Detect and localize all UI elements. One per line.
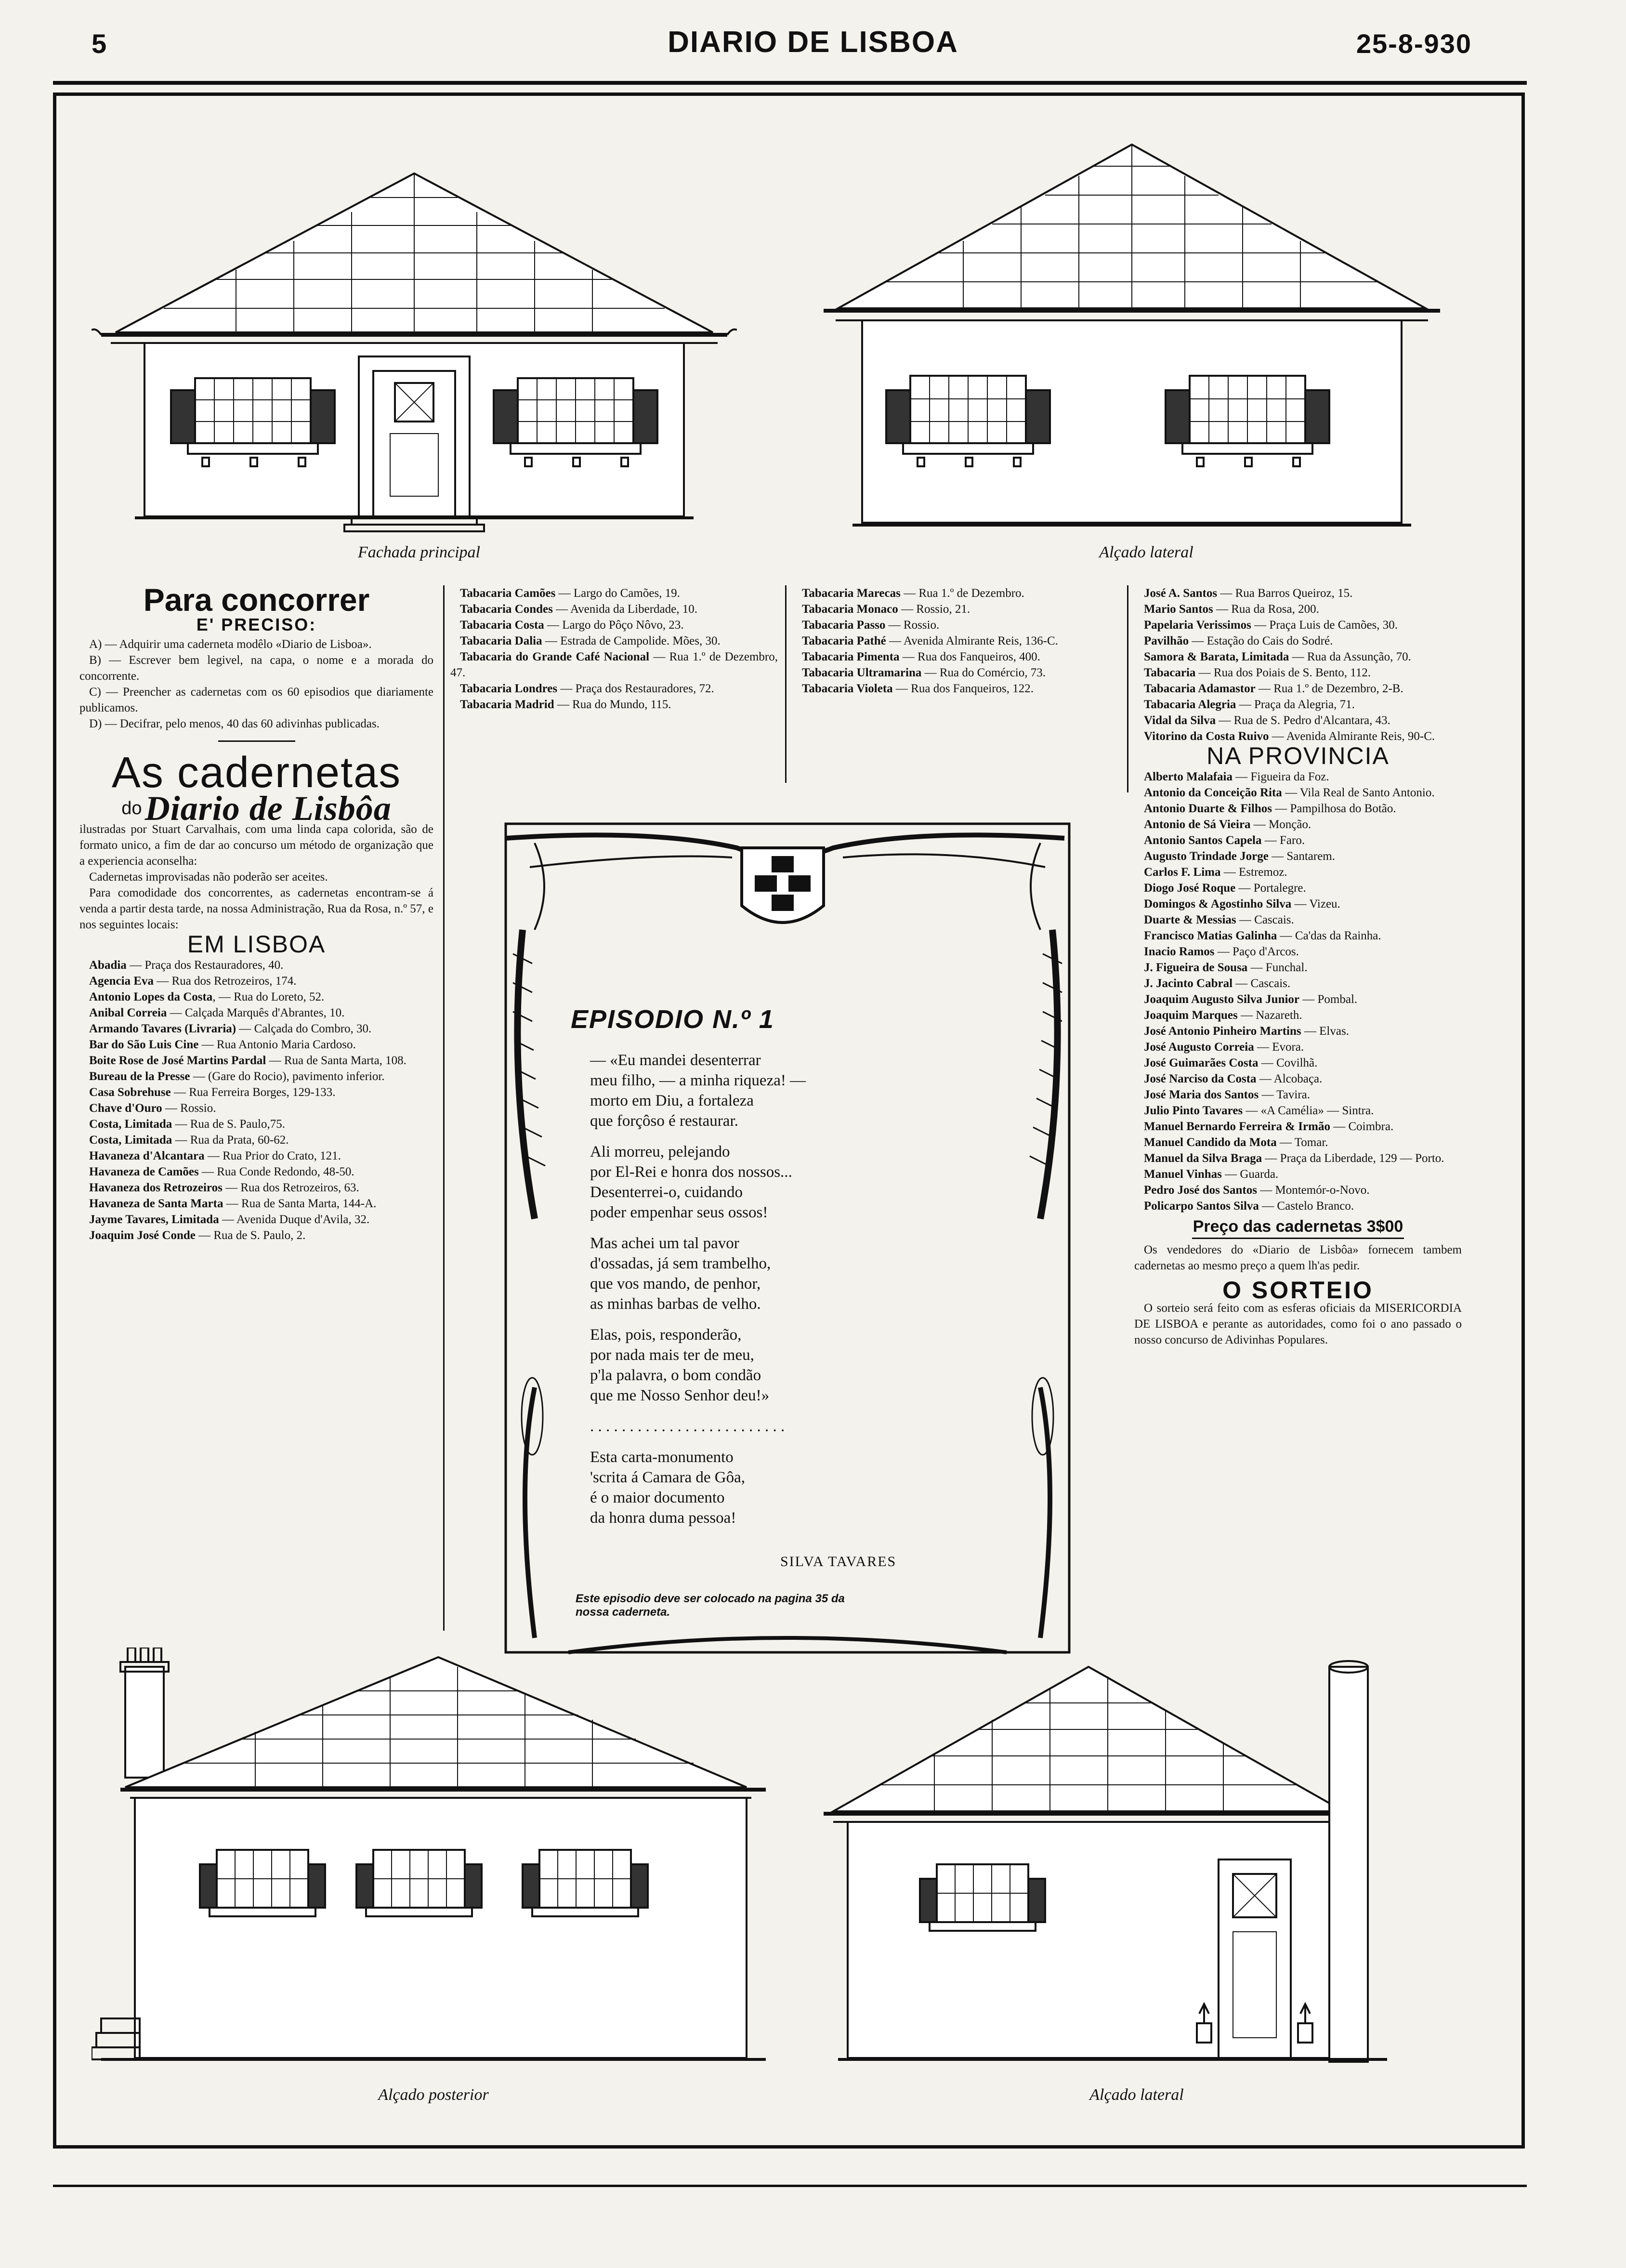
- vendor-name: Pavilhão: [1144, 634, 1189, 647]
- vendor-name: Joaquim José Conde: [89, 1228, 196, 1242]
- poem-line: da honra duma pessoa!: [590, 1509, 736, 1527]
- right-column: [1134, 585, 1462, 1348]
- sorteio-text: O sorteio será feito com as esferas oficiais da MISERICORDIA DE LISBOA e perante as autoridades, como foi o ano passado o nosso concurso de Adivinhas Populares.: [1134, 1302, 1462, 1346]
- vendor-address: — Praça Luis de Camões, 30.: [1251, 619, 1398, 632]
- vendor-entry: [1134, 769, 1462, 785]
- vendor-name: Tabacaria Madrid: [460, 698, 554, 711]
- top-rule: [53, 81, 1527, 85]
- vendor-entry: [1134, 617, 1462, 633]
- vendor-name: Julio Pinto Tavares: [1144, 1104, 1243, 1117]
- vendor-name: Casa Sobrehuse: [89, 1085, 171, 1099]
- caption-side-elevation-bottom: Alçado lateral: [1089, 2086, 1184, 2104]
- vendor-entry: [1134, 896, 1462, 912]
- vendor-name: Manuel Vinhas: [1144, 1168, 1222, 1181]
- vendor-address: — Covilhã.: [1258, 1056, 1318, 1069]
- vendor-entry: [79, 1116, 433, 1132]
- rule-c: C) — Preencher as cadernetas com os 60 episodios que diariamente publicamos.: [79, 686, 433, 714]
- left-column: [79, 583, 433, 1243]
- vendor-address: — Rossio.: [885, 619, 940, 632]
- vendor-entry: [1134, 848, 1462, 864]
- vendor-list-lisboa-continued: [1134, 585, 1462, 744]
- vendor-name: Agencia Eva: [89, 974, 154, 988]
- vendor-address: — Montemór-o-Novo.: [1257, 1184, 1370, 1197]
- vendor-entry: [1134, 1071, 1462, 1087]
- vendor-entry: [1134, 1119, 1462, 1134]
- vendor-entry: [792, 601, 1120, 617]
- vendor-entry: [792, 649, 1120, 665]
- poem-line: Ali morreu, pelejando: [590, 1143, 730, 1160]
- vendor-entry: [1134, 785, 1462, 801]
- poem-line: poder empenhar seus ossos!: [590, 1204, 768, 1221]
- vendor-entry: [79, 973, 433, 989]
- vendor-address: — Rua Prior do Crato, 121.: [204, 1149, 341, 1162]
- poem-line: que me Nosso Senhor deu!»: [590, 1387, 770, 1404]
- vendor-address: — Rua do Mundo, 115.: [554, 698, 671, 711]
- poem-line: as minhas barbas de velho.: [590, 1295, 761, 1313]
- caption-side-elevation-top: Alçado lateral: [1099, 543, 1193, 561]
- vendor-address: — Figueira da Foz.: [1232, 770, 1329, 783]
- poem-stanza: [590, 1447, 937, 1528]
- vendor-name: Tabacaria Londres: [460, 682, 558, 695]
- vendor-name: Antonio da Conceição Rita: [1144, 786, 1282, 799]
- vendor-name: Bar do São Luis Cine: [89, 1038, 199, 1051]
- vendor-address: — Rua 1.º de Dezembro, 47.: [450, 650, 778, 679]
- vendor-address: — Estrada de Campolide. Mões, 30.: [542, 634, 721, 647]
- vendor-entry: [1134, 928, 1462, 944]
- vendor-address: — Rua dos Retrozeiros, 63.: [222, 1181, 359, 1194]
- vendor-name: Havaneza dos Retrozeiros: [89, 1181, 223, 1194]
- vendor-entry: [79, 1132, 433, 1148]
- poem-line: p'la palavra, o bom condão: [590, 1367, 761, 1384]
- vendor-entry: [450, 601, 778, 617]
- vendor-address: — «A Camélia» — Sintra.: [1243, 1104, 1374, 1117]
- vendor-entry: [450, 681, 778, 697]
- vendor-entry: [1134, 712, 1462, 728]
- vendor-address: — Cascais.: [1233, 977, 1291, 990]
- vendor-address: — Rua Ferreira Borges, 129-133.: [170, 1085, 336, 1099]
- caption-front-facade: Fachada principal: [357, 543, 481, 561]
- rule-b: B) — Escrever bem legivel, na capa, o nome e a morada do concorrente.: [79, 654, 433, 683]
- vendor-name: J. Figueira de Sousa: [1144, 961, 1248, 974]
- vendor-entry: [79, 1084, 433, 1100]
- vendor-entry: [1134, 1023, 1462, 1039]
- vendor-address: — Largo do Camões, 19.: [555, 587, 680, 600]
- vendor-name: Havaneza d'Alcantara: [89, 1149, 205, 1162]
- vendor-address: — Calçada Marquês d'Abrantes, 10.: [167, 1006, 345, 1019]
- para-concorrer-title: Para concorrer: [143, 582, 370, 618]
- vendor-entry: [1134, 1087, 1462, 1103]
- vendor-address: — Nazareth.: [1237, 1009, 1302, 1022]
- vendor-entry: [79, 1180, 433, 1196]
- poem-line: que forçôso é restaurar.: [590, 1112, 738, 1130]
- vendor-name: José Guimarães Costa: [1144, 1056, 1259, 1069]
- vendor-address: — Rua de S. Paulo, 2.: [195, 1228, 306, 1242]
- episode-placement-note: Este episodio deve ser colocado na pagina 35 da nossa caderneta.: [576, 1592, 845, 1619]
- vendor-list-lisboa: [79, 957, 433, 1243]
- em-lisboa-heading: EM LISBOA: [187, 930, 326, 958]
- vendor-address: — Rossio, 21.: [898, 603, 970, 616]
- poem-line: por El-Rei e honra dos nossos...: [590, 1163, 792, 1181]
- poem-line: . . . . . . . . . . . . . . . . . . . . . . . . .: [590, 1418, 785, 1435]
- vendor-entry: [450, 585, 778, 601]
- vendor-address: — Vizeu.: [1291, 897, 1340, 910]
- vendor-name: José A. Santos: [1144, 587, 1218, 600]
- preco-note: Os vendedores do «Diario de Lisbôa» fornecem tambem cadernetas ao mesmo preço a quem lh'as pedir.: [1134, 1243, 1462, 1272]
- vendor-address: — Rua da Assunção, 70.: [1289, 650, 1411, 663]
- vendor-entry: [450, 617, 778, 633]
- vendor-address: — (Gare do Rocio), pavimento inferior.: [190, 1069, 385, 1083]
- vendor-name: Vitorino da Costa Ruivo: [1144, 730, 1269, 743]
- vendor-entry: [1134, 960, 1462, 976]
- vendor-name: Antonio Lopes da Costa: [89, 990, 213, 1003]
- vendor-name: José Narciso da Costa: [1144, 1072, 1257, 1085]
- vendor-name: Antonio Duarte & Filhos: [1144, 802, 1272, 815]
- vendor-entry: [79, 1053, 433, 1068]
- vendor-address: — Rua dos Fanqueiros, 122.: [892, 682, 1034, 695]
- vendor-address: — Rua Antonio Maria Cardoso.: [198, 1038, 356, 1051]
- vendor-name: Domingos & Agostinho Silva: [1144, 897, 1292, 910]
- vendor-name: Boite Rose de José Martins Pardal: [89, 1054, 266, 1067]
- vendor-address: — Avenida Duque d'Avila, 32.: [219, 1213, 370, 1226]
- vendor-address: — Funchal.: [1247, 961, 1308, 974]
- na-provincia-heading: NA PROVINCIA: [1206, 742, 1390, 769]
- vendor-entry: [79, 1227, 433, 1243]
- vendor-entry: [1134, 912, 1462, 928]
- vendor-entry: [79, 1100, 433, 1116]
- episode-poem: [590, 1050, 937, 1539]
- vendor-address: — Portalegre.: [1235, 882, 1306, 895]
- cadernetas-do: do: [121, 798, 142, 818]
- vendor-entry: [792, 665, 1120, 681]
- short-divider: [218, 740, 295, 742]
- vendor-name: Tabacaria Alegria: [1144, 698, 1236, 711]
- vendor-name: Anibal Correia: [89, 1006, 167, 1019]
- poem-line: — «Eu mandei desenterrar: [590, 1052, 761, 1069]
- vendor-name: Diogo José Roque: [1144, 882, 1236, 895]
- vendor-name: Tabacaria Camões: [460, 587, 556, 600]
- vendor-name: Augusto Trindade Jorge: [1144, 850, 1269, 863]
- vendor-entry: [1134, 1039, 1462, 1055]
- cadernetas-text-2: Cadernetas improvisadas não poderão ser aceites.: [89, 870, 328, 883]
- poem-line: d'ossadas, já sem trambelho,: [590, 1255, 771, 1272]
- vendor-entry: [1134, 665, 1462, 681]
- sorteio-heading: O SORTEIO: [1222, 1277, 1374, 1304]
- vendor-entry: [79, 989, 433, 1005]
- column-rule-2: [785, 585, 787, 783]
- vendor-address: — Guarda.: [1221, 1168, 1279, 1181]
- vendor-name: Samora & Barata, Limitada: [1144, 650, 1289, 663]
- vendor-entry: [79, 1212, 433, 1227]
- vendor-name: Tabacaria Monaco: [802, 603, 898, 616]
- vendor-address: — Rua de Santa Marta, 108.: [266, 1054, 406, 1067]
- issue-date: 25-8-930: [1356, 28, 1472, 59]
- vendor-address: — Avenida da Liberdade, 10.: [552, 603, 697, 616]
- vendor-address: — Rua de S. Pedro d'Alcantara, 43.: [1216, 714, 1390, 727]
- vendor-name: Tabacaria Pathé: [802, 634, 886, 647]
- vendor-address: — Rua dos Fanqueiros, 400.: [899, 650, 1040, 663]
- caption-rear-elevation: Alçado posterior: [378, 2086, 489, 2104]
- preco-rule: [1192, 1238, 1404, 1239]
- vendor-name: Duarte & Messias: [1144, 913, 1236, 926]
- vendor-address: , — Rua do Loreto, 52.: [212, 990, 325, 1003]
- poem-line: Mas achei um tal pavor: [590, 1235, 739, 1252]
- vendor-name: Tabacaria Costa: [460, 619, 544, 632]
- house-side-elevation-bottom-illustration: [819, 1648, 1503, 2071]
- poem-stanza: [590, 1142, 937, 1223]
- vendor-address: — Rua 1.º de Dezembro.: [900, 587, 1024, 600]
- paper-name-blackletter: Diario de Lisbôa: [144, 789, 392, 828]
- house-front-facade-illustration: [92, 164, 737, 535]
- vendor-entry: [1134, 944, 1462, 960]
- poem-line: Elas, pois, responderão,: [590, 1326, 742, 1344]
- poem-stanza: [590, 1416, 937, 1437]
- vendor-address: — Pampilhosa do Botão.: [1272, 802, 1396, 815]
- vendor-name: Armando Tavares (Livraria): [89, 1022, 236, 1035]
- bottom-rule: [53, 2185, 1527, 2187]
- vendor-entry: [1134, 1055, 1462, 1071]
- episode-author: SILVA TAVARES: [780, 1554, 897, 1569]
- house-side-elevation-illustration: [819, 135, 1445, 535]
- vendor-name: Tabacaria Pimenta: [802, 650, 900, 663]
- vendor-address: — Avenida Almirante Reis, 90-C.: [1269, 730, 1435, 743]
- vendor-name: Tabacaria Dalia: [460, 634, 542, 647]
- vendor-entry: [1134, 1007, 1462, 1023]
- vendor-name: Manuel Candido da Mota: [1144, 1136, 1277, 1149]
- vendor-address: — Estremoz.: [1220, 866, 1287, 879]
- poem-line: 'scrita á Camara de Gôa,: [590, 1469, 746, 1486]
- vendor-name: Chave d'Ouro: [89, 1101, 162, 1115]
- poem-line: por nada mais ter de meu,: [590, 1346, 754, 1364]
- vendor-name: Manuel da Silva Braga: [1144, 1152, 1262, 1165]
- vendor-name: Tabacaria Passo: [802, 619, 886, 632]
- house-rear-elevation-illustration: [92, 1648, 775, 2071]
- vendor-name: Pedro José dos Santos: [1144, 1184, 1257, 1197]
- vendor-entry: [1134, 633, 1462, 649]
- vendor-name: Manuel Bernardo Ferreira & Irmão: [1144, 1120, 1330, 1133]
- poem-line: é o maior documento: [590, 1489, 725, 1506]
- e-preciso-subtitle: E' PRECISO:: [196, 615, 317, 634]
- column-rule-3: [1127, 585, 1128, 792]
- vendor-address: — Rua 1.º de Dezembro, 2-B.: [1255, 682, 1403, 695]
- vendor-name: Costa, Limitada: [89, 1117, 172, 1131]
- vendor-entry: [1134, 976, 1462, 991]
- vendor-name: Papelaria Verissimos: [1144, 619, 1251, 632]
- vendor-name: Joaquim Marques: [1144, 1009, 1238, 1022]
- vendor-address: — Praça da Liberdade, 129 — Porto.: [1262, 1152, 1444, 1165]
- vendor-entry: [1134, 1150, 1462, 1166]
- vendor-address: — Rossio.: [162, 1101, 216, 1115]
- rule-a: A) — Adquirir uma caderneta modêlo «Diario de Lisboa».: [89, 638, 372, 651]
- poem-line: morto em Diu, a fortaleza: [590, 1092, 754, 1109]
- vendor-address: — Elvas.: [1301, 1025, 1349, 1038]
- vendor-entry: [1134, 1182, 1462, 1198]
- vendor-entry: [1134, 864, 1462, 880]
- vendor-entry: [79, 1021, 433, 1037]
- masthead: DIARIO DE LISBOA: [668, 26, 958, 59]
- vendor-name: Tabacaria: [1144, 666, 1196, 679]
- vendor-entry: [79, 1005, 433, 1021]
- vendor-entry: [79, 1037, 433, 1053]
- vendor-entry: [450, 649, 778, 681]
- vendor-address: — Santarem.: [1268, 850, 1335, 863]
- vendor-name: José Maria dos Santos: [1144, 1088, 1259, 1101]
- vendor-name: J. Jacinto Cabral: [1144, 977, 1233, 990]
- vendor-address: — Coimbra.: [1330, 1120, 1394, 1133]
- vendor-address: — Rua da Prata, 60-62.: [172, 1133, 289, 1147]
- vendor-name: Tabacaria Violeta: [802, 682, 893, 695]
- vendor-address: — Alcobaça.: [1256, 1072, 1323, 1085]
- vendor-address: — Rua do Comércio, 73.: [921, 666, 1046, 679]
- vendor-entry: [79, 1196, 433, 1212]
- poem-stanza: [590, 1325, 937, 1406]
- rule-d: D) — Decifrar, pelo menos, 40 das 60 adivinhas publicadas.: [89, 717, 380, 730]
- vendor-address: — Avenida Almirante Reis, 136-C.: [886, 634, 1058, 647]
- vendor-entry: [79, 1164, 433, 1180]
- middle-left-vendor-column: [450, 585, 778, 712]
- vendor-name: Vidal da Silva: [1144, 714, 1216, 727]
- middle-right-vendor-column: [792, 585, 1120, 697]
- preco-heading: Preço das cadernetas 3$00: [1193, 1217, 1403, 1236]
- vendor-address: — Vila Real de Santo Antonio.: [1282, 786, 1435, 799]
- vendor-name: Policarpo Santos Silva: [1144, 1200, 1259, 1213]
- vendor-address: — Rua de S. Paulo,75.: [172, 1117, 285, 1131]
- vendor-name: Costa, Limitada: [89, 1133, 172, 1147]
- vendor-name: Mario Santos: [1144, 603, 1213, 616]
- vendor-name: José Augusto Correia: [1144, 1041, 1254, 1054]
- vendor-entry: [1134, 1103, 1462, 1119]
- vendor-address: — Largo do Pôço Nôvo, 23.: [544, 619, 684, 632]
- vendor-entry: [450, 633, 778, 649]
- vendor-address: — Rua dos Poiais de S. Bento, 112.: [1195, 666, 1371, 679]
- vendor-name: Tabacaria Condes: [460, 603, 553, 616]
- cadernetas-text-1: ilustradas por Stuart Carvalhais, com uma linda capa colorida, são de formato unico, a fim de dar ao concurso um método de organização que a experiencia aconselha:: [79, 822, 433, 868]
- vendor-name: Bureau de la Presse: [89, 1069, 190, 1083]
- vendor-list-provincia: [1134, 769, 1462, 1214]
- vendor-entry: [1134, 585, 1462, 601]
- vendor-entry: [1134, 991, 1462, 1007]
- vendor-entry: [1134, 601, 1462, 617]
- vendor-entry: [792, 585, 1120, 601]
- vendor-name: Carlos F. Lima: [1144, 866, 1221, 879]
- vendor-address: — Cascais.: [1236, 913, 1294, 926]
- vendor-name: Antonio Santos Capela: [1144, 834, 1262, 847]
- vendor-address: — Praça da Alegria, 71.: [1236, 698, 1355, 711]
- vendor-name: Tabacaria Ultramarina: [802, 666, 922, 679]
- vendor-address: — Calçada do Combro, 30.: [236, 1022, 372, 1035]
- poem-line: que vos mando, de penhor,: [590, 1275, 761, 1292]
- vendor-entry: [792, 681, 1120, 697]
- vendor-address: — Rua dos Retrozeiros, 174.: [154, 974, 297, 988]
- vendor-name: Inacio Ramos: [1144, 945, 1215, 958]
- vendor-entry: [1134, 801, 1462, 817]
- vendor-address: — Rua da Rosa, 200.: [1213, 603, 1319, 616]
- vendor-address: — Pombal.: [1299, 993, 1358, 1006]
- vendor-address: — Ca'das da Rainha.: [1277, 929, 1381, 942]
- vendor-name: Antonio de Sá Vieira: [1144, 818, 1251, 831]
- vendor-address: — Praça dos Restauradores, 40.: [126, 958, 284, 972]
- vendor-entry: [450, 697, 778, 712]
- episode-title: EPISODIO N.º 1: [571, 1005, 774, 1034]
- poem-stanza: [590, 1233, 937, 1314]
- vendor-name: Havaneza de Santa Marta: [89, 1197, 223, 1210]
- vendor-name: Havaneza de Camões: [89, 1165, 199, 1178]
- poem-line: meu filho, — a minha riqueza! —: [590, 1072, 806, 1089]
- page-number: 5: [92, 28, 107, 59]
- cadernetas-title: As cadernetas: [111, 749, 402, 797]
- vendor-entry: [1134, 681, 1462, 697]
- vendor-name: Tabacaria Marecas: [802, 587, 901, 600]
- vendor-address: — Faro.: [1261, 834, 1305, 847]
- vendor-entry: [79, 1148, 433, 1164]
- vendor-name: Tabacaria Adamastor: [1144, 682, 1256, 695]
- vendor-address: — Rua Barros Queiroz, 15.: [1217, 587, 1353, 600]
- vendor-entry: [79, 1068, 433, 1084]
- poem-stanza: [590, 1050, 937, 1131]
- vendor-name: Tabacaria do Grande Café Nacional: [460, 650, 650, 663]
- vendor-address: — Paço d'Arcos.: [1214, 945, 1299, 958]
- vendor-entry: [1134, 1198, 1462, 1214]
- vendor-entry: [1134, 1166, 1462, 1182]
- poem-line: Esta carta-monumento: [590, 1449, 734, 1466]
- vendor-entry: [792, 617, 1120, 633]
- vendor-entry: [1134, 832, 1462, 848]
- vendor-name: Abadia: [89, 958, 127, 972]
- vendor-address: — Evora.: [1254, 1041, 1304, 1054]
- vendor-address: — Estação do Cais do Sodré.: [1189, 634, 1333, 647]
- vendor-address: — Rua de Santa Marta, 144-A.: [223, 1197, 377, 1210]
- vendor-address: — Monção.: [1250, 818, 1311, 831]
- cadernetas-text-3: Para comodidade dos concorrentes, as cadernetas encontram-se á venda a partir desta tarde, na nossa Administração, Rua da Rosa, n.º 57, e nos seguintes locais:: [79, 886, 433, 931]
- vendor-address: — Tomar.: [1276, 1136, 1328, 1149]
- vendor-address: — Rua Conde Redondo, 48-50.: [198, 1165, 354, 1178]
- vendor-entry: [1134, 880, 1462, 896]
- column-rule-1: [443, 585, 445, 1631]
- vendor-name: Alberto Malafaia: [1144, 770, 1233, 783]
- vendor-name: Jayme Tavares, Limitada: [89, 1213, 219, 1226]
- vendor-entry: [1134, 697, 1462, 712]
- vendor-address: — Castelo Branco.: [1259, 1200, 1354, 1213]
- vendor-entry: [79, 957, 433, 973]
- vendor-name: José Antonio Pinheiro Martins: [1144, 1025, 1301, 1038]
- vendor-entry: [1134, 817, 1462, 832]
- vendor-entry: [1134, 649, 1462, 665]
- vendor-entry: [1134, 1134, 1462, 1150]
- vendor-address: — Praça dos Restauradores, 72.: [557, 682, 714, 695]
- poem-line: Desenterrei-o, cuidando: [590, 1184, 743, 1201]
- vendor-entry: [792, 633, 1120, 649]
- vendor-address: — Tavira.: [1259, 1088, 1311, 1101]
- vendor-name: Francisco Matias Galinha: [1144, 929, 1277, 942]
- vendor-name: Joaquim Augusto Silva Junior: [1144, 993, 1300, 1006]
